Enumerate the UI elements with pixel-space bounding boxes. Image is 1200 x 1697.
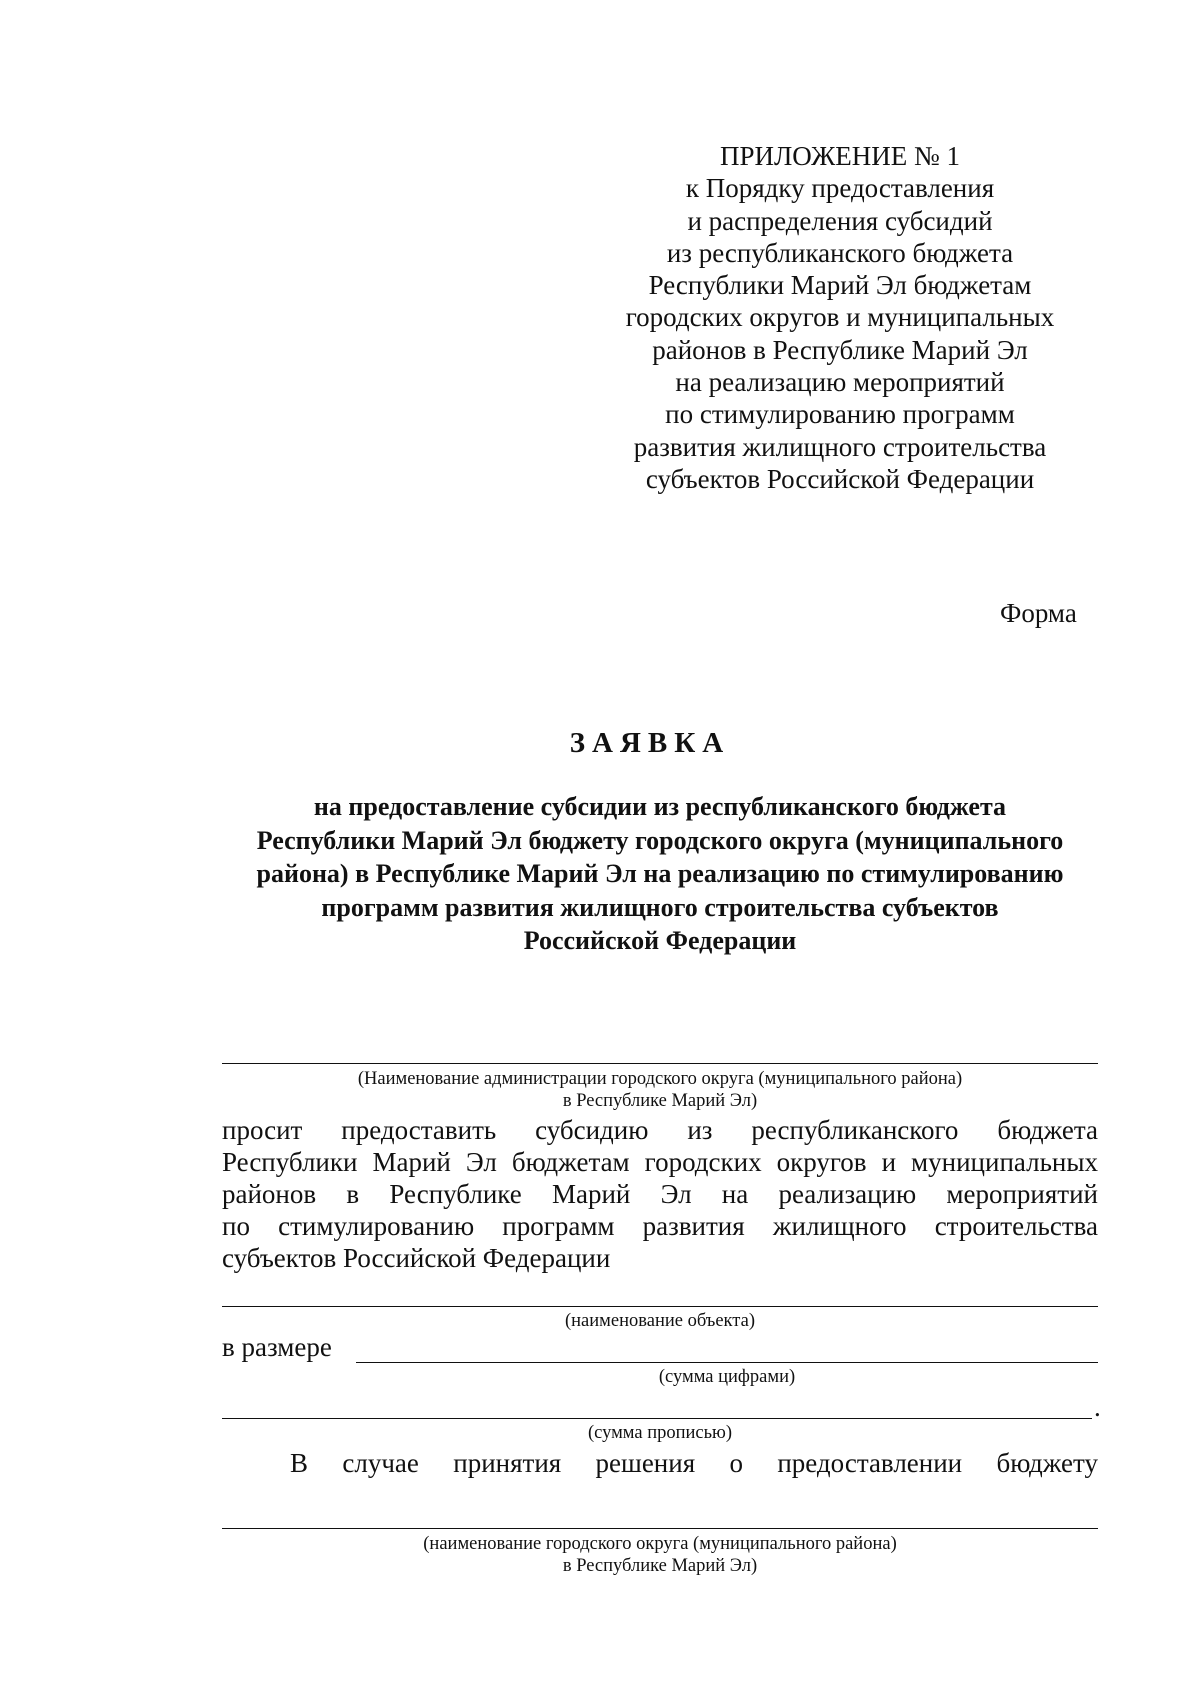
sentence-word: В — [290, 1448, 309, 1478]
document-subtitle — [220, 790, 1100, 958]
amount-words-line[interactable] — [222, 1418, 1092, 1419]
sentence-word: решения — [595, 1448, 696, 1478]
body-line: по стимулированию программ развития жилищного строительства — [222, 1211, 1098, 1241]
appendix-line: развития жилищного строительства — [633, 431, 1047, 462]
admin-name-caption — [222, 1068, 1098, 1112]
admin-name-line[interactable] — [222, 1063, 1098, 1064]
appendix-line: и распределения субсидий — [687, 205, 993, 236]
appendix-line: на реализацию мероприятий — [675, 367, 1005, 398]
admin-caption-line1: (Наименование администрации городского округа (муниципального района) — [357, 1069, 963, 1089]
district-caption-line2: в Республике Марий Эл) — [562, 1556, 758, 1576]
appendix-line: к Порядку предоставления — [685, 173, 995, 204]
appendix-line: ПРИЛОЖЕНИЕ № 1 — [719, 141, 961, 171]
form-label: Форма — [1000, 598, 1077, 628]
subtitle-line: Российской Федерации — [523, 926, 797, 955]
object-name-caption: (наименование объекта) — [565, 1311, 755, 1331]
sentence-word: принятия — [453, 1448, 562, 1478]
admin-caption-line2: в Республике Марий Эл) — [562, 1091, 758, 1111]
subtitle-line: Республики Марий Эл бюджету городского округа (муниципального — [256, 825, 1064, 855]
request-paragraph — [222, 1114, 1098, 1274]
appendix-line: районов в Республике Марий Эл — [652, 334, 1028, 365]
appendix-line: Республики Марий Эл бюджетам — [648, 270, 1032, 301]
decision-sentence — [290, 1448, 1098, 1479]
document-title: ЗАЯВКА — [569, 727, 731, 759]
body-line: просит предоставить субсидию из республиканского бюджета — [222, 1115, 1098, 1145]
sentence-word: случае — [342, 1448, 419, 1478]
district-name-caption — [222, 1533, 1098, 1577]
appendix-line: из республиканского бюджета — [666, 237, 1014, 268]
sentence-word: бюджету — [996, 1448, 1098, 1478]
amount-words-caption: (сумма прописью) — [587, 1423, 733, 1443]
appendix-line: по стимулированию программ — [665, 399, 1015, 430]
body-line: субъектов Российской Федерации — [222, 1243, 611, 1273]
amount-digits-line[interactable] — [356, 1362, 1098, 1363]
appendix-line: субъектов Российской Федерации — [645, 463, 1035, 494]
subtitle-line: на предоставление субсидии из республиканского бюджета — [313, 792, 1007, 821]
amount-digits-caption: (сумма цифрами) — [658, 1367, 796, 1387]
sentence-word: предоставлении — [777, 1448, 963, 1478]
sentence-word: о — [729, 1448, 743, 1478]
amount-label: в размере — [222, 1332, 332, 1362]
subtitle-line: района) в Республике Марий Эл на реализацию по стимулированию — [256, 859, 1064, 888]
body-line: районов в Республике Марий Эл на реализацию мероприятий — [222, 1179, 1098, 1209]
subtitle-line: программ развития жилищного строительства субъектов — [321, 892, 999, 922]
district-caption-line1: (наименование городского округа (муниципального района) — [423, 1534, 897, 1554]
district-name-line[interactable] — [222, 1528, 1098, 1529]
object-name-line[interactable] — [222, 1306, 1098, 1307]
appendix-header — [600, 140, 1080, 495]
body-line: Республики Марий Эл бюджетам городских округов и муниципальных — [222, 1147, 1098, 1177]
period-mark: . — [1094, 1392, 1101, 1422]
appendix-line: городских округов и муниципальных — [625, 302, 1055, 333]
